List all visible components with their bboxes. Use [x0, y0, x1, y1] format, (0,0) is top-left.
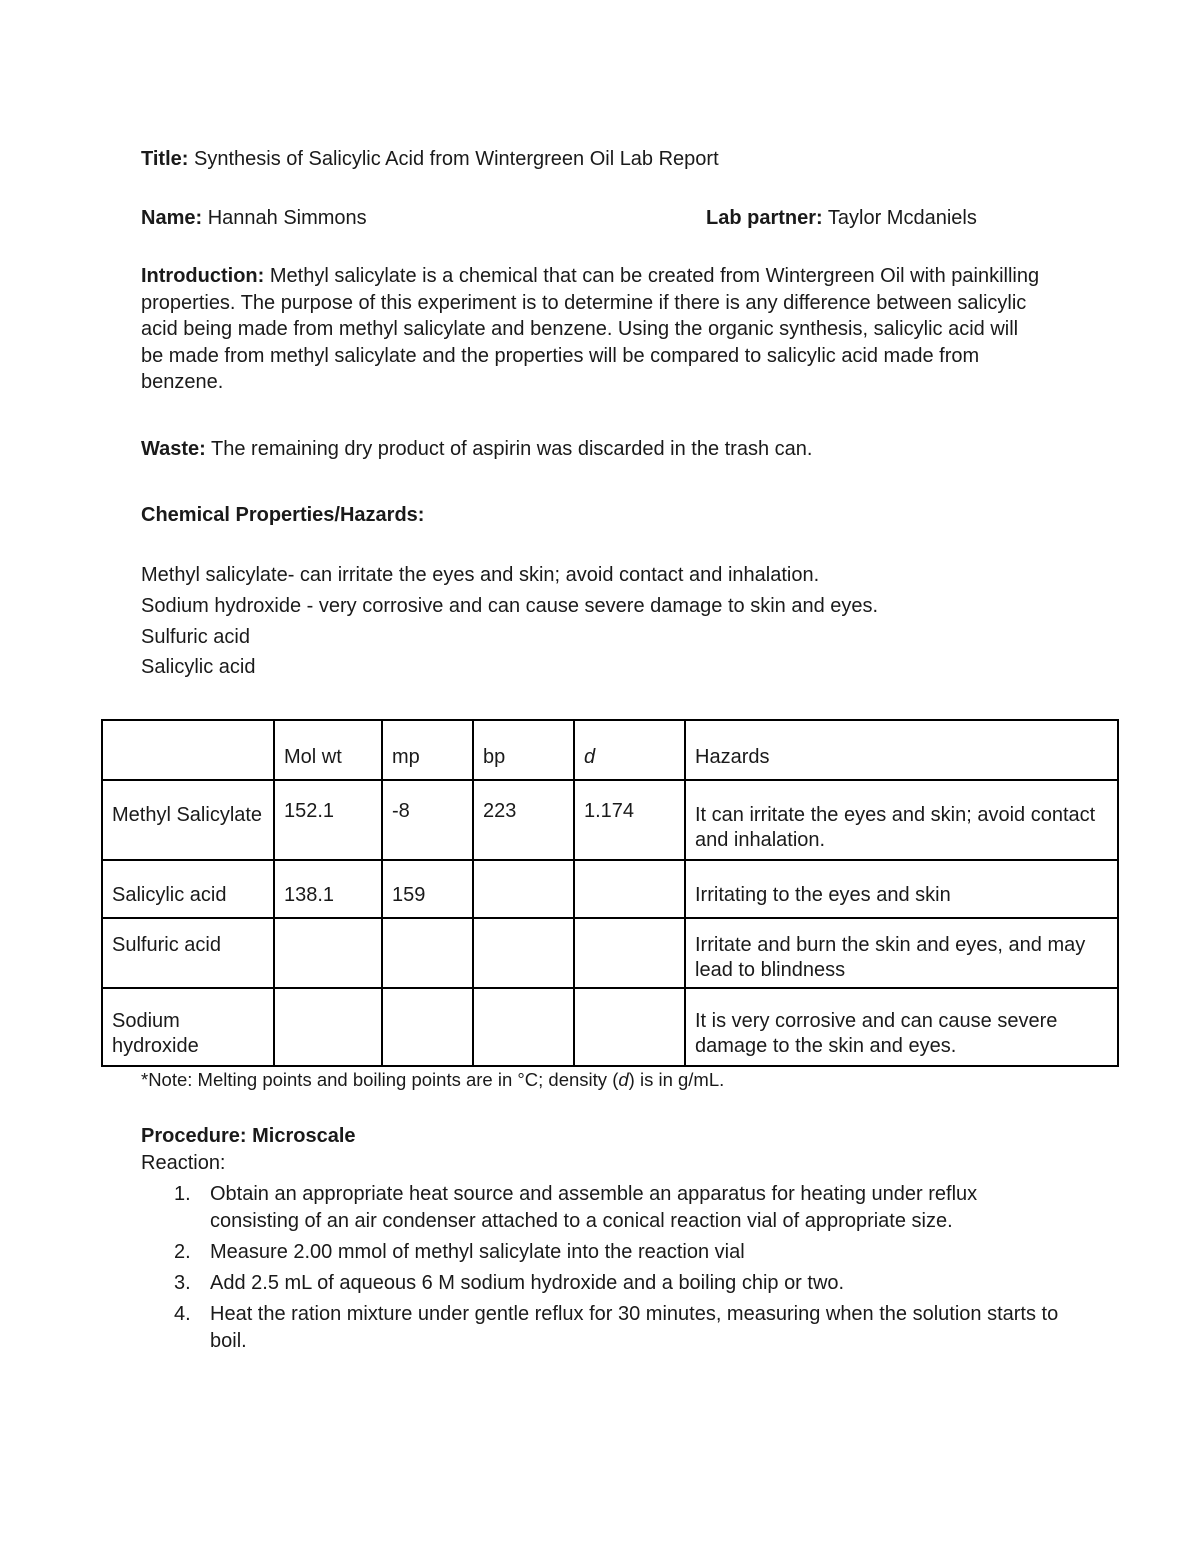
hazard-item: Sulfuric acid: [141, 626, 250, 648]
table-cell: 152.1: [274, 780, 382, 860]
table-cell: Irritate and burn the skin and eyes, and may lead to blindness: [685, 918, 1118, 988]
table-cell: 138.1: [274, 860, 382, 918]
reaction-subheading: Reaction:: [141, 1152, 226, 1174]
properties-table: [101, 719, 1119, 1067]
table-header-cell: Hazards: [685, 720, 1118, 780]
table-cell: -8: [382, 780, 473, 860]
list-item: 3. Add 2.5 mL of aqueous 6 M sodium hydroxide and a boiling chip or two.: [174, 1272, 845, 1294]
lab-partner-line: [706, 205, 977, 231]
table-row: [102, 988, 1118, 1066]
table-cell: [574, 918, 685, 988]
table-cell: [473, 918, 574, 988]
table-cell: [574, 988, 685, 1066]
table-cell: 1.174: [574, 780, 685, 860]
table-cell: [274, 988, 382, 1066]
name-label: Name:: [141, 207, 203, 229]
introduction-paragraph: [141, 263, 1041, 396]
name-text: Hannah Simmons: [207, 207, 367, 229]
table-row: [102, 860, 1118, 918]
hazard-item: Salicylic acid: [141, 656, 256, 678]
table-cell: 159: [382, 860, 473, 918]
procedure-heading: Procedure: Microscale: [141, 1125, 356, 1147]
hazard-item: Sodium hydroxide - very corrosive and can cause severe damage to skin and eyes.: [141, 595, 879, 617]
list-item: 4. Heat the ration mixture under gentle reflux for 30 minutes, measuring when the solution starts to boil.: [174, 1303, 1059, 1352]
table-cell: It is very corrosive and can cause severe damage to the skin and eyes.: [685, 988, 1118, 1066]
table-row: [102, 780, 1118, 860]
lab-partner-text: Taylor Mcdaniels: [827, 207, 977, 229]
procedure-steps: [141, 1181, 1061, 1359]
table-cell: [473, 860, 574, 918]
lab-partner-label: Lab partner:: [706, 207, 823, 229]
table-cell: [574, 860, 685, 918]
table-cell: [382, 918, 473, 988]
table-header-row: [102, 720, 1118, 780]
introduction-label: Introduction:: [141, 265, 265, 287]
table-cell: Salicylic acid: [102, 860, 274, 918]
title-line: [141, 146, 1041, 172]
hazard-item: Methyl salicylate- can irritate the eyes and skin; avoid contact and inhalation.: [141, 564, 820, 586]
table-cell: [274, 918, 382, 988]
table-header-cell: bp: [473, 720, 574, 780]
table-header-cell: Mol wt: [274, 720, 382, 780]
table-cell: Sulfuric acid: [102, 918, 274, 988]
table-row: [102, 918, 1118, 988]
table-header-cell: mp: [382, 720, 473, 780]
introduction-text: Methyl salicylate is a chemical that can be created from Wintergreen Oil with painkilling properties. The purpose of this experiment is to determine if there is any difference between salicylic acid being made from methyl salicylate and benzene. Using the organic synthesis, salicylic acid will be made from methyl salicylate and the properties will be compared to salicylic acid made from benzene.: [141, 265, 1040, 393]
table-cell: [382, 988, 473, 1066]
waste-text: The remaining dry product of aspirin was discarded in the trash can.: [211, 438, 813, 460]
waste-line: [141, 436, 1041, 462]
table-cell: Sodium hydroxide: [102, 988, 274, 1066]
list-item: 2. Measure 2.00 mmol of methyl salicylate into the reaction vial: [174, 1241, 745, 1263]
table-cell: Methyl Salicylate: [102, 780, 274, 860]
table-note: *Note: Melting points and boiling points are in °C; density (d) is in g/mL.: [141, 1069, 725, 1090]
table-cell: [473, 988, 574, 1066]
table-header-cell: d: [574, 720, 685, 780]
chemical-properties-heading: Chemical Properties/Hazards:: [141, 504, 425, 526]
waste-label: Waste:: [141, 438, 206, 460]
table-cell: It can irritate the eyes and skin; avoid contact and inhalation.: [685, 780, 1118, 860]
list-item: 1. Obtain an appropriate heat source and assemble an apparatus for heating under reflux consisting of an air condenser attached to a conical reaction vial of appropriate size.: [174, 1183, 978, 1232]
title-label: Title:: [141, 148, 189, 170]
table-cell: 223: [473, 780, 574, 860]
table-header-cell: [102, 720, 274, 780]
title-text: Synthesis of Salicylic Acid from Wintergreen Oil Lab Report: [193, 148, 719, 170]
table-cell: Irritating to the eyes and skin: [685, 860, 1118, 918]
